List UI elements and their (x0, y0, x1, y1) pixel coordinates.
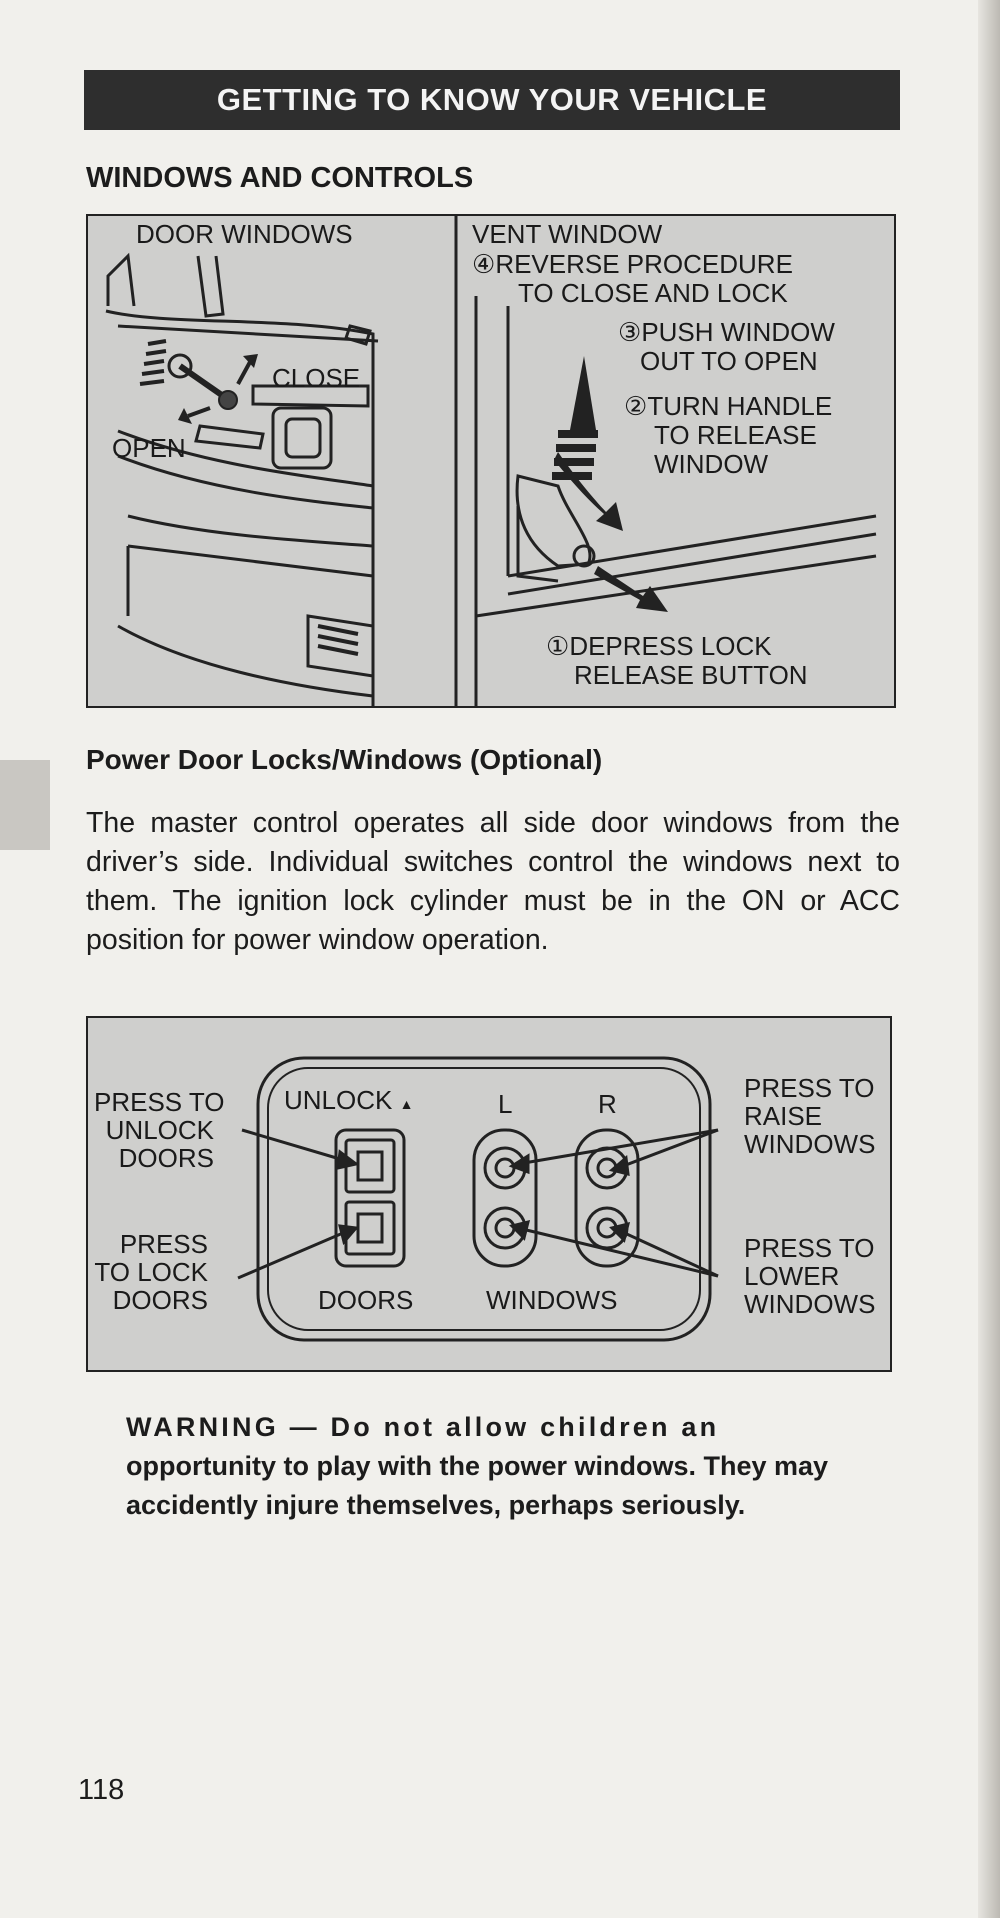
press-raise-line2: RAISE (744, 1101, 823, 1131)
unlock-label (284, 1086, 413, 1118)
open-label: OPEN (112, 433, 186, 463)
step-1-line2: RELEASE BUTTON (574, 660, 808, 690)
press-unlock-line3: DOORS (118, 1143, 214, 1173)
vent-window-title: VENT WINDOW (472, 219, 663, 249)
step-1 (546, 632, 808, 690)
step-2-number: ② (624, 391, 648, 421)
close-label: CLOSE (272, 363, 361, 393)
press-unlock-line2: UNLOCK (105, 1115, 214, 1145)
windows-label: WINDOWS (486, 1285, 618, 1315)
press-to-raise-label (744, 1074, 875, 1158)
right-window-label: R (598, 1089, 617, 1119)
step-3 (618, 318, 835, 376)
page-number: 118 (78, 1774, 125, 1806)
step-3-number: ③ (618, 317, 642, 347)
press-raise-line1: PRESS TO (744, 1073, 875, 1103)
press-lock-line3: DOORS (112, 1285, 208, 1315)
step-2-line2: TO RELEASE (654, 420, 817, 450)
door-windows-title: DOOR WINDOWS (136, 219, 353, 249)
press-lower-line2: LOWER (744, 1261, 840, 1291)
step-4-line2: TO CLOSE AND LOCK (518, 278, 788, 308)
warning-text: opportunity to play with the power windows. They may accidently injure themselves, perhaps seriously. (126, 1451, 829, 1520)
section-title: WINDOWS AND CONTROLS (86, 162, 474, 194)
step-3-line2: OUT TO OPEN (640, 346, 818, 376)
unlock-arrow-icon: ▲ (399, 1096, 414, 1112)
press-to-lower-label (744, 1234, 875, 1318)
warning-heading: WARNING — Do not allow children an (126, 1412, 720, 1442)
step-4 (472, 250, 793, 308)
press-raise-line3: WINDOWS (744, 1129, 876, 1159)
press-lower-line1: PRESS TO (744, 1233, 875, 1263)
master-control-illustration (86, 1016, 892, 1372)
body-paragraph: The master control operates all side door windows from the driver’s side. Individual switches control the windows next to them. The ignition lock cylinder must be in the ON or ACC position for power window operation. (86, 807, 900, 956)
doors-label: DOORS (318, 1285, 414, 1315)
press-to-unlock-label (94, 1087, 225, 1173)
step-1-line1: DEPRESS LOCK (569, 631, 772, 661)
step-4-line1: REVERSE PROCEDURE (495, 249, 793, 279)
thumb-index-tab (0, 760, 50, 850)
step-2 (624, 392, 832, 479)
step-2-line1: TURN HANDLE (647, 391, 833, 421)
press-unlock-line1: PRESS TO (94, 1087, 225, 1117)
step-3-line1: PUSH WINDOW (641, 317, 835, 347)
windows-illustration (86, 214, 896, 708)
step-4-number: ④ (472, 249, 496, 279)
left-window-label: L (498, 1089, 513, 1119)
press-to-lock-label (94, 1230, 208, 1314)
step-2-line3: WINDOW (654, 449, 769, 479)
page-edge-shadow (978, 0, 1000, 1918)
chapter-title: GETTING TO KNOW YOUR VEHICLE (216, 82, 768, 117)
press-lower-line3: WINDOWS (744, 1289, 876, 1319)
unlock-text: UNLOCK (284, 1085, 393, 1115)
subsection-title: Power Door Locks/Windows (Optional) (86, 744, 603, 775)
press-lock-line1: PRESS (119, 1229, 208, 1259)
warning-block (126, 1408, 854, 1525)
press-lock-line2: TO LOCK (94, 1257, 208, 1287)
step-1-number: ① (546, 631, 570, 661)
chapter-header (84, 70, 900, 130)
